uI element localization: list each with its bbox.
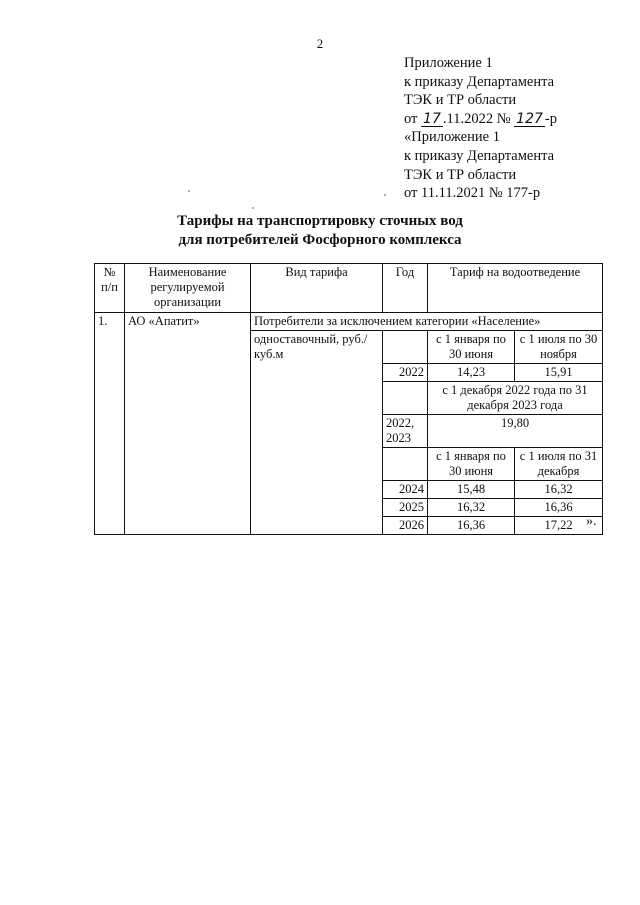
- cell-value: 15,48: [428, 481, 515, 499]
- appendix-line: ТЭК и ТР области: [404, 166, 517, 183]
- order-suffix: -р: [544, 110, 557, 127]
- cell-value: 14,23: [428, 364, 515, 382]
- cell-period-header: с 1 июля по 31 декабря: [515, 448, 603, 481]
- appendix-line: Приложение 1: [404, 55, 493, 71]
- title-line: для потребителей Фосфорного комплекса: [178, 232, 462, 248]
- table-row: [95, 313, 603, 331]
- header-number: № п/п: [95, 264, 125, 313]
- appendix-line: к приказу Департамента: [404, 147, 555, 164]
- header-tariff-type: Вид тарифа: [251, 264, 383, 313]
- page-number: 2: [316, 36, 324, 51]
- cell-period-header: с 1 января по 30 июня: [428, 448, 515, 481]
- cell-value: 16,32: [515, 481, 603, 499]
- handwritten-day: 17: [423, 110, 441, 127]
- scan-speck: [252, 207, 254, 209]
- cell-value: 16,32: [428, 499, 515, 517]
- cell-year: 2022, 2023: [383, 415, 428, 448]
- scan-speck: [188, 190, 190, 192]
- table-header-row: [95, 264, 603, 313]
- appendix-line: к приказу Департамента: [404, 73, 555, 90]
- order-prefix: от: [404, 110, 418, 127]
- cell-tariff-type: одноставочный, руб./куб.м: [251, 331, 383, 535]
- cell-year: 2024: [383, 481, 428, 499]
- appendix-line: от 11.11.2021 № 177-р: [404, 185, 541, 202]
- title-line: Тарифы на транспортировку сточных вод: [177, 213, 463, 229]
- closing-quote: ».: [586, 514, 597, 529]
- appendix-line: «Приложение 1: [404, 129, 500, 146]
- cell-period-header: с 1 декабря 2022 года по 31 декабря 2023 года: [428, 382, 603, 415]
- cell-period-header: с 1 июля по 30 ноября: [515, 331, 603, 364]
- cell-value: 19,80: [428, 415, 603, 448]
- cell-value: 16,36: [428, 517, 515, 535]
- appendix-block: [404, 54, 557, 203]
- cell-consumers: Потребители за исключением категории «Население»: [251, 313, 603, 331]
- tariff-table: [94, 263, 603, 535]
- cell-empty: [383, 331, 428, 364]
- cell-value: 15,91: [515, 364, 603, 382]
- cell-year: 2022: [383, 364, 428, 382]
- order-date: .11.2022 №: [442, 110, 511, 127]
- cell-empty: [383, 448, 428, 481]
- cell-period-header: с 1 января по 30 июня: [428, 331, 515, 364]
- cell-row-number: 1.: [95, 313, 125, 535]
- cell-empty: [383, 382, 428, 415]
- header-tariff: Тариф на водоотведение: [428, 264, 603, 313]
- handwritten-number: 127: [516, 110, 543, 127]
- appendix-line: ТЭК и ТР области: [404, 92, 517, 109]
- header-organization: Наименование регулируемой организации: [125, 264, 251, 313]
- cell-value: 16,36: [515, 499, 603, 517]
- cell-year: 2026: [383, 517, 428, 535]
- document-title: [0, 212, 640, 250]
- cell-organization: АО «Апатит»: [125, 313, 251, 535]
- cell-year: 2025: [383, 499, 428, 517]
- appendix-order-line: [404, 110, 557, 129]
- header-year: Год: [383, 264, 428, 313]
- cell-value: 17,22: [515, 517, 603, 535]
- scan-speck: [384, 194, 386, 196]
